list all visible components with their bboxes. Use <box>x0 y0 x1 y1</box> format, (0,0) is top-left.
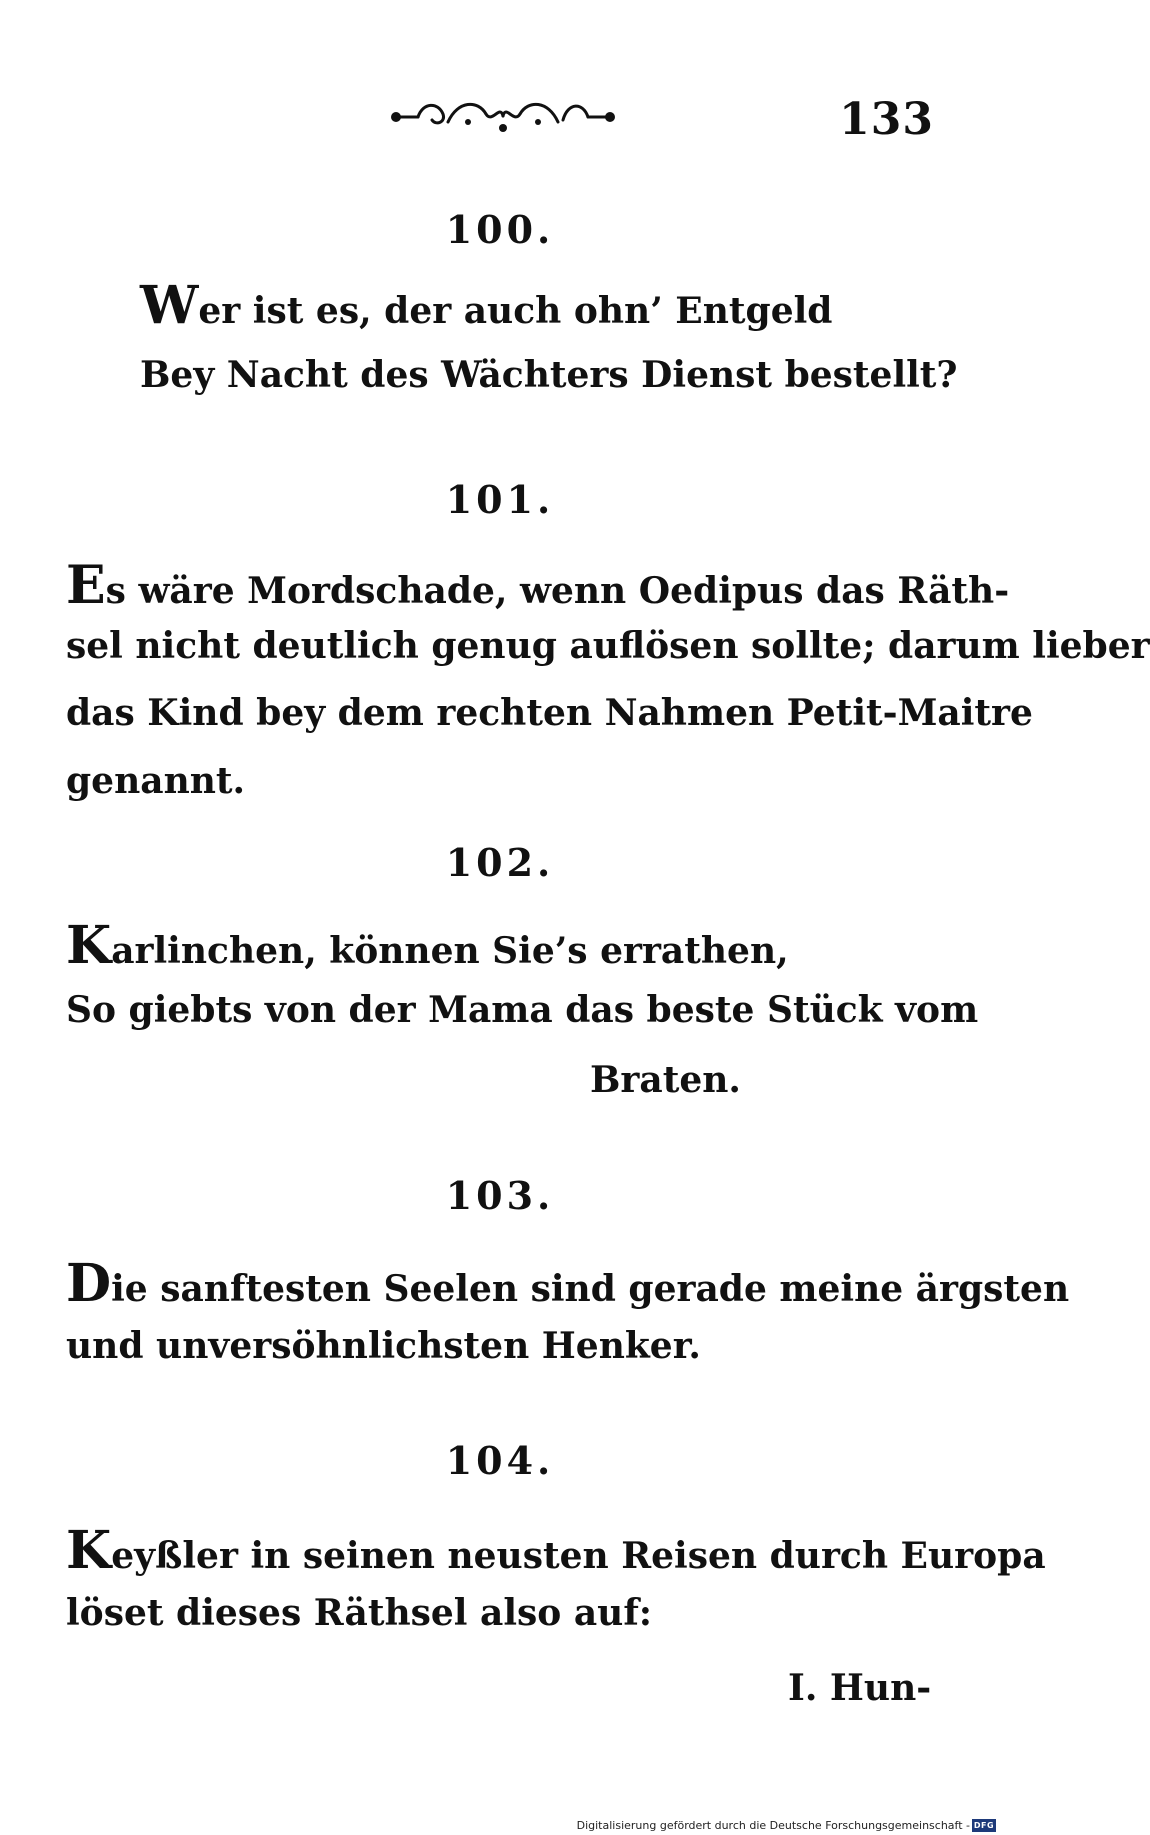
dfg-logo-icon: DFG <box>973 1821 995 1830</box>
riddle-101-line-3: das Kind bey dem rechten Nahmen Petit-Maitre <box>66 692 1033 734</box>
initial-letter: E <box>66 555 106 616</box>
initial-letter: W <box>140 275 199 336</box>
riddle-100-line-1: Wer ist es, der auch ohn’ Entgeld <box>140 275 833 336</box>
riddle-number-102: 102. <box>445 840 555 885</box>
riddle-104-line-2: löset dieses Räthsel also auf: <box>66 1592 653 1634</box>
riddle-101-line-2: sel nicht deutlich genug auflösen sollte; darum lieber <box>66 625 1150 667</box>
floral-ornament-icon <box>388 92 618 142</box>
riddle-number-100: 100. <box>445 207 555 252</box>
page-header <box>0 92 1000 152</box>
initial-letter: K <box>66 915 112 976</box>
page-number: 133 <box>839 94 934 145</box>
footer-credit-text: Digitalisierung gefördert durch die Deutsche Forschungsgemeinschaft - <box>576 1819 970 1832</box>
riddle-102-line-3: Braten. <box>590 1059 741 1101</box>
riddle-number-103: 103. <box>445 1173 555 1218</box>
riddle-104-line-1: Keyßler in seinen neusten Reisen durch Europa <box>66 1520 1046 1581</box>
initial-letter: K <box>66 1520 112 1581</box>
initial-letter: D <box>66 1253 112 1314</box>
riddle-102-line-2: So giebts von der Mama das beste Stück vom <box>66 989 979 1031</box>
digitization-footer <box>0 1818 1000 1835</box>
catchword: I. Hun- <box>788 1667 932 1709</box>
riddle-103-line-2: und unversöhnlichsten Henker. <box>66 1325 701 1367</box>
riddle-103-line-1: Die sanftesten Seelen sind gerade meine ärgsten <box>66 1253 1070 1314</box>
riddle-101-line-1: Es wäre Mordschade, wenn Oedipus das Räth- <box>66 555 1010 616</box>
riddle-101-line-4: genannt. <box>66 760 246 802</box>
riddle-100-line-2: Bey Nacht des Wächters Dienst bestellt? <box>140 354 958 396</box>
riddle-102-line-1: Karlinchen, können Sie’s errathen, <box>66 915 789 976</box>
riddle-number-101: 101. <box>445 477 555 522</box>
riddle-number-104: 104. <box>445 1438 555 1483</box>
